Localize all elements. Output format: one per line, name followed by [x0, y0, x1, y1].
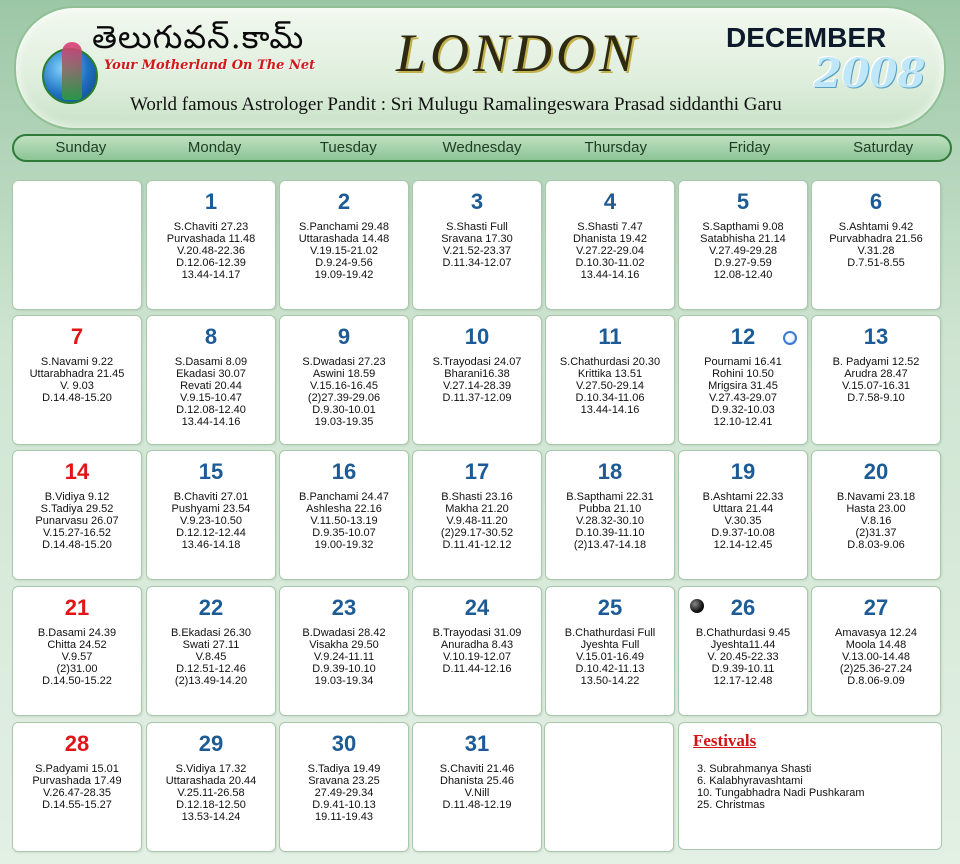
- day-number: 26: [730, 595, 756, 620]
- panchang-line: V.26.47-28.35: [42, 787, 112, 799]
- new-moon-icon: [690, 599, 704, 613]
- panchang-line: Amavasya 12.24: [835, 627, 917, 639]
- panchang-line: Swati 27.11: [182, 639, 240, 651]
- calendar-grid: [0, 170, 960, 864]
- panchang-line: D.10.34-11.06: [575, 392, 645, 404]
- day-cell[interactable]: [811, 180, 941, 310]
- panchang-line: Revati 20.44: [180, 380, 242, 392]
- panchang-line: Purvashada 11.48: [166, 233, 256, 245]
- full-moon-icon: [783, 331, 797, 345]
- day-number: 2: [337, 189, 351, 214]
- panchang-line: D.10.39-11.10: [575, 527, 645, 539]
- panchang-line: D.11.48-12.19: [442, 799, 512, 811]
- panchang-line: V.25.11-26.58: [177, 787, 245, 799]
- panchang-details: [413, 356, 541, 404]
- panchang-details: [280, 221, 408, 281]
- weekday-header-bar: [12, 134, 952, 162]
- panchang-line: D.10.30-11.02: [575, 257, 645, 269]
- panchang-line: B.Ashtami 22.33: [702, 491, 784, 503]
- panchang-line: D.11.34-12.07: [442, 257, 512, 269]
- day-cell[interactable]: [146, 722, 276, 852]
- panchang-details: [413, 491, 541, 551]
- day-number: 17: [464, 459, 490, 484]
- panchang-line: D.9.30-10.01: [312, 404, 376, 416]
- panchang-details: [13, 491, 141, 551]
- panchang-line: V.27.43-29.07: [708, 392, 778, 404]
- panchang-line: S.Tadiya 19.49: [307, 763, 381, 775]
- panchang-details: [147, 627, 275, 687]
- festival-item: 3. Subrahmanya Shasti: [697, 763, 812, 775]
- panchang-line: D.9.37-10.08: [711, 527, 775, 539]
- day-number: 6: [869, 189, 883, 214]
- panchang-line: D.11.41-12.12: [442, 539, 512, 551]
- day-number: 24: [464, 595, 490, 620]
- day-cell[interactable]: [545, 450, 675, 580]
- panchang-details: [679, 627, 807, 687]
- day-cell[interactable]: [279, 450, 409, 580]
- day-cell[interactable]: [12, 450, 142, 580]
- day-number: 15: [198, 459, 224, 484]
- panchang-line: V.8.16: [860, 515, 892, 527]
- day-number: 23: [331, 595, 357, 620]
- panchang-line: 12.08-12.40: [713, 269, 773, 281]
- panchang-line: Pournami 16.41: [704, 356, 782, 368]
- day-cell[interactable]: [412, 180, 542, 310]
- day-cell[interactable]: [412, 450, 542, 580]
- panchang-line: D.14.55-15.27: [42, 799, 112, 811]
- panchang-line: Ashlesha 22.16: [306, 503, 382, 515]
- panchang-line: Krittika 13.51: [577, 368, 643, 380]
- day-cell[interactable]: [412, 315, 542, 445]
- panchang-line: Punarvasu 26.07: [35, 515, 119, 527]
- panchang-line: Dhanista 25.46: [440, 775, 514, 787]
- panchang-line: V.30.35: [724, 515, 762, 527]
- panchang-line: Sravana 23.25: [308, 775, 380, 787]
- panchang-line: D.9.41-10.13: [312, 799, 376, 811]
- panchang-details: [147, 221, 275, 281]
- panchang-line: Pubba 21.10: [578, 503, 642, 515]
- panchang-line: D.7.51-8.55: [847, 257, 905, 269]
- panchang-line: B.Ekadasi 26.30: [170, 627, 252, 639]
- panchang-line: 19.11-19.43: [315, 811, 373, 823]
- weekday-sunday: Sunday: [55, 139, 107, 156]
- panchang-line: B.Dasami 24.39: [37, 627, 117, 639]
- day-number: 20: [863, 459, 889, 484]
- panchang-line: Mrigsira 31.45: [708, 380, 778, 392]
- weekday-thursday: Thursday: [584, 139, 647, 156]
- day-number: 14: [64, 459, 90, 484]
- panchang-line: B.Vidiya 9.12: [44, 491, 110, 503]
- panchang-details: [546, 627, 674, 687]
- festivals-title[interactable]: Festivals: [693, 731, 757, 750]
- panchang-line: Visakha 29.50: [309, 639, 379, 651]
- panchang-line: S.Ashtami 9.42: [838, 221, 914, 233]
- panchang-line: V.31.28: [857, 245, 895, 257]
- panchang-line: 19.03-19.35: [314, 416, 374, 428]
- weekday-monday: Monday: [187, 139, 242, 156]
- panchang-line: (2)27.39-29.06: [307, 392, 381, 404]
- panchang-line: Ekadasi 30.07: [176, 368, 246, 380]
- day-number: 5: [736, 189, 750, 214]
- panchang-line: V.8.45: [195, 651, 227, 663]
- panchang-line: Purvabhadra 21.56: [829, 233, 923, 245]
- panchang-line: V. 20.45-22.33: [707, 651, 779, 663]
- panchang-line: 19.00-19.32: [314, 539, 374, 551]
- panchang-line: S.Navami 9.22: [40, 356, 114, 368]
- day-cell[interactable]: [412, 586, 542, 716]
- panchang-line: D.9.32-10.03: [711, 404, 775, 416]
- panchang-line: (2)13.47-14.18: [573, 539, 647, 551]
- day-number: 25: [597, 595, 623, 620]
- panchang-line: (2)29.17-30.52: [440, 527, 514, 539]
- panchang-details: [147, 763, 275, 823]
- day-cell[interactable]: [545, 180, 675, 310]
- panchang-line: D.9.24-9.56: [315, 257, 373, 269]
- day-cell[interactable]: [12, 722, 142, 852]
- day-cell[interactable]: [545, 315, 675, 445]
- panchang-details: [679, 356, 807, 428]
- panchang-line: D.12.06-12.39: [176, 257, 246, 269]
- day-number: 27: [863, 595, 889, 620]
- panchang-line: B.Sapthami 22.31: [566, 491, 654, 503]
- panchang-line: D.8.06-9.09: [847, 675, 905, 687]
- panchang-details: [546, 221, 674, 281]
- day-number: 11: [598, 324, 622, 349]
- day-number: 18: [597, 459, 623, 484]
- month-title: DECEMBER: [726, 22, 887, 53]
- day-cell[interactable]: [279, 722, 409, 852]
- day-number: 30: [331, 731, 357, 756]
- panchang-line: V.15.07-16.31: [841, 380, 911, 392]
- day-number: 13: [863, 324, 889, 349]
- panchang-line: V.27.22-29.04: [575, 245, 645, 257]
- panchang-details: [280, 627, 408, 687]
- astrologer-credit: World famous Astrologer Pandit : Sri Mulugu Ramalingeswara Prasad siddanthi Garu: [130, 94, 782, 115]
- panchang-line: B. Padyami 12.52: [832, 356, 920, 368]
- panchang-line: S.Shasti 7.47: [577, 221, 643, 233]
- panchang-line: Dhanista 19.42: [573, 233, 647, 245]
- panchang-details: [546, 491, 674, 551]
- day-number: 4: [603, 189, 617, 214]
- panchang-line: D.8.03-9.06: [847, 539, 905, 551]
- day-cell[interactable]: [12, 586, 142, 716]
- panchang-line: Uttarashada 14.48: [298, 233, 390, 245]
- panchang-line: B.Navami 23.18: [836, 491, 916, 503]
- festivals-list: [697, 763, 865, 811]
- panchang-line: Rohini 10.50: [712, 368, 774, 380]
- panchang-line: 12.10-12.41: [713, 416, 773, 428]
- day-cell[interactable]: [811, 450, 941, 580]
- day-number: 8: [204, 324, 218, 349]
- city-title: LONDON: [396, 23, 640, 83]
- panchang-details: [13, 763, 141, 811]
- panchang-line: Uttarabhadra 21.45: [29, 368, 125, 380]
- panchang-line: S.Vidiya 17.32: [175, 763, 247, 775]
- festival-item: 6. Kalabhyravashtami: [697, 775, 803, 787]
- panchang-line: B.Chathurdasi Full: [564, 627, 656, 639]
- panchang-line: S.Sapthami 9.08: [702, 221, 784, 233]
- panchang-line: V.27.50-29.14: [575, 380, 645, 392]
- day-number: 16: [331, 459, 357, 484]
- day-cell[interactable]: [412, 722, 542, 852]
- panchang-line: D.14.50-15.22: [42, 675, 112, 687]
- panchang-line: S.Trayodasi 24.07: [432, 356, 522, 368]
- panchang-line: Uttarashada 20.44: [165, 775, 257, 787]
- panchang-line: V.10.19-12.07: [442, 651, 512, 663]
- panchang-line: V.9.23-10.50: [180, 515, 242, 527]
- panchang-line: Moola 14.48: [845, 639, 907, 651]
- panchang-line: Satabhisha 21.14: [700, 233, 786, 245]
- panchang-line: Hasta 23.00: [846, 503, 906, 515]
- panchang-line: S.Dwadasi 27.23: [302, 356, 386, 368]
- panchang-line: B.Trayodasi 31.09: [432, 627, 522, 639]
- day-cell[interactable]: [146, 450, 276, 580]
- panchang-line: Arudra 28.47: [844, 368, 908, 380]
- panchang-line: B.Dwadasi 28.42: [302, 627, 386, 639]
- panchang-line: (2)13.49-14.20: [174, 675, 248, 687]
- day-cell[interactable]: [12, 315, 142, 445]
- day-number: 1: [204, 189, 218, 214]
- panchang-line: 13.46-14.18: [181, 539, 241, 551]
- day-cell[interactable]: [279, 586, 409, 716]
- panchang-line: V.19.15-21.02: [309, 245, 379, 257]
- panchang-line: D.10.42-11.13: [575, 663, 645, 675]
- day-number: 12: [730, 324, 756, 349]
- panchang-line: 13.53-14.24: [181, 811, 241, 823]
- panchang-line: V.11.50-13.19: [310, 515, 378, 527]
- panchang-details: [679, 491, 807, 551]
- panchang-line: B.Chathurdasi 9.45: [695, 627, 791, 639]
- panchang-line: V.13.00-14.48: [841, 651, 911, 663]
- panchang-line: V.27.14-28.39: [442, 380, 512, 392]
- panchang-line: S.Chathurdasi 20.30: [559, 356, 661, 368]
- panchang-line: V.15.01-16.49: [575, 651, 645, 663]
- panchang-line: V.9.48-11.20: [446, 515, 508, 527]
- panchang-line: V.27.49-29.28: [708, 245, 778, 257]
- panchang-line: S.Dasami 8.09: [174, 356, 248, 368]
- day-number: 10: [464, 324, 490, 349]
- site-tagline: Your Motherland On The Net: [104, 58, 316, 73]
- festival-item: 10. Tungabhadra Nadi Pushkaram: [697, 787, 865, 799]
- panchang-details: [812, 221, 940, 269]
- year-title: 2008: [814, 50, 926, 97]
- panchang-line: D.9.39-10.11: [711, 663, 775, 675]
- panchang-line: Chitta 24.52: [47, 639, 107, 651]
- panchang-line: 13.44-14.16: [580, 269, 640, 281]
- panchang-details: [812, 491, 940, 551]
- panchang-line: Jyeshta11.44: [710, 639, 776, 651]
- day-cell[interactable]: [146, 586, 276, 716]
- day-cell[interactable]: [279, 180, 409, 310]
- panchang-line: S.Shasti Full: [446, 221, 508, 233]
- panchang-details: [13, 356, 141, 404]
- panchang-line: 13.44-14.17: [181, 269, 241, 281]
- day-number: 29: [198, 731, 224, 756]
- panchang-line: Purvashada 17.49: [32, 775, 122, 787]
- panchang-line: V.15.27-16.52: [42, 527, 112, 539]
- panchang-line: V.15.16-16.45: [309, 380, 379, 392]
- panchang-line: 13.44-14.16: [580, 404, 640, 416]
- panchang-line: D.14.48-15.20: [42, 539, 112, 551]
- panchang-details: [812, 627, 940, 687]
- panchang-line: Pushyami 23.54: [171, 503, 251, 515]
- day-cell[interactable]: [146, 180, 276, 310]
- panchang-line: 12.14-12.45: [713, 539, 773, 551]
- panchang-details: [413, 627, 541, 675]
- panchang-line: Bharani16.38: [444, 368, 510, 380]
- panchang-line: Jyeshta Full: [580, 639, 640, 651]
- panchang-line: 12.17-12.48: [713, 675, 773, 687]
- panchang-line: 19.09-19.42: [314, 269, 374, 281]
- panchang-line: S.Panchami 29.48: [299, 221, 389, 233]
- panchang-line: Makha 21.20: [445, 503, 509, 515]
- panchang-line: Uttara 21.44: [712, 503, 774, 515]
- panchang-line: D.12.18-12.50: [176, 799, 246, 811]
- festival-item: 25. Christmas: [697, 799, 765, 811]
- day-number: 7: [70, 324, 84, 349]
- weekday-friday: Friday: [728, 139, 771, 156]
- day-number: 31: [464, 731, 490, 756]
- weekday-tuesday: Tuesday: [319, 139, 377, 156]
- day-cell[interactable]: [146, 315, 276, 445]
- panchang-line: B.Panchami 24.47: [299, 491, 389, 503]
- day-number: 9: [337, 324, 351, 349]
- figure-logo-icon: [62, 42, 82, 100]
- day-number: 22: [198, 595, 224, 620]
- panchang-line: Aswini 18.59: [312, 368, 376, 380]
- panchang-line: (2)31.37: [855, 527, 897, 539]
- panchang-line: D.11.44-12.16: [442, 663, 512, 675]
- panchang-line: 13.44-14.16: [181, 416, 241, 428]
- panchang-line: V.Nill: [464, 787, 490, 799]
- weekday-wednesday: Wednesday: [442, 139, 522, 156]
- panchang-line: V.21.52-23.37: [442, 245, 512, 257]
- panchang-line: B.Chaviti 27.01: [173, 491, 249, 503]
- site-logo-text[interactable]: తెలుగువన్.కామ్: [92, 18, 305, 56]
- panchang-line: D.12.08-12.40: [176, 404, 246, 416]
- day-number: 3: [470, 189, 484, 214]
- panchang-line: S.Chaviti 21.46: [439, 763, 515, 775]
- panchang-details: [280, 491, 408, 551]
- panchang-details: [147, 491, 275, 551]
- panchang-details: [13, 627, 141, 687]
- day-number: 21: [64, 595, 90, 620]
- panchang-line: V.9.24-11.11: [313, 651, 375, 663]
- day-cell[interactable]: [811, 315, 941, 445]
- panchang-line: D.9.35-10.07: [312, 527, 376, 539]
- festivals-panel: [678, 722, 942, 850]
- panchang-details: [280, 356, 408, 428]
- panchang-details: [812, 356, 940, 404]
- panchang-line: 13.50-14.22: [580, 675, 640, 687]
- empty-day-cell: [544, 722, 674, 852]
- weekday-saturday: Saturday: [853, 139, 914, 156]
- panchang-line: D.14.48-15.20: [42, 392, 112, 404]
- panchang-line: S.Tadiya 29.52: [40, 503, 114, 515]
- panchang-line: D.9.27-9.59: [714, 257, 772, 269]
- panchang-line: V.9.57: [61, 651, 93, 663]
- panchang-details: [679, 221, 807, 281]
- panchang-line: D.9.39-10.10: [312, 663, 376, 675]
- panchang-details: [147, 356, 275, 428]
- panchang-line: D.7.58-9.10: [847, 392, 905, 404]
- day-cell[interactable]: [545, 586, 675, 716]
- panchang-details: [413, 763, 541, 811]
- day-number: 28: [64, 731, 90, 756]
- day-cell[interactable]: [678, 450, 808, 580]
- panchang-line: D.12.12-12.44: [176, 527, 246, 539]
- panchang-line: V. 9.03: [60, 380, 94, 392]
- panchang-line: V.28.32-30.10: [575, 515, 645, 527]
- panchang-line: Sravana 17.30: [441, 233, 513, 245]
- panchang-details: [413, 221, 541, 269]
- panchang-details: [280, 763, 408, 823]
- panchang-line: S.Chaviti 27.23: [173, 221, 249, 233]
- panchang-line: 19.03-19.34: [314, 675, 374, 687]
- panchang-line: D.11.37-12.09: [442, 392, 512, 404]
- panchang-line: 27.49-29.34: [314, 787, 374, 799]
- day-cell[interactable]: [811, 586, 941, 716]
- day-cell[interactable]: [279, 315, 409, 445]
- panchang-line: (2)25.36-27.24: [839, 663, 913, 675]
- panchang-line: B.Shasti 23.16: [441, 491, 513, 503]
- panchang-line: Anuradha 8.43: [440, 639, 514, 651]
- panchang-details: [546, 356, 674, 416]
- panchang-line: (2)31.00: [56, 663, 98, 675]
- panchang-line: V.9.15-10.47: [180, 392, 242, 404]
- panchang-line: D.12.51-12.46: [176, 663, 246, 675]
- day-cell[interactable]: [678, 180, 808, 310]
- panchang-line: V.20.48-22.36: [176, 245, 246, 257]
- panchang-line: S.Padyami 15.01: [35, 763, 119, 775]
- day-number: 19: [730, 459, 756, 484]
- empty-day-cell: [12, 180, 142, 310]
